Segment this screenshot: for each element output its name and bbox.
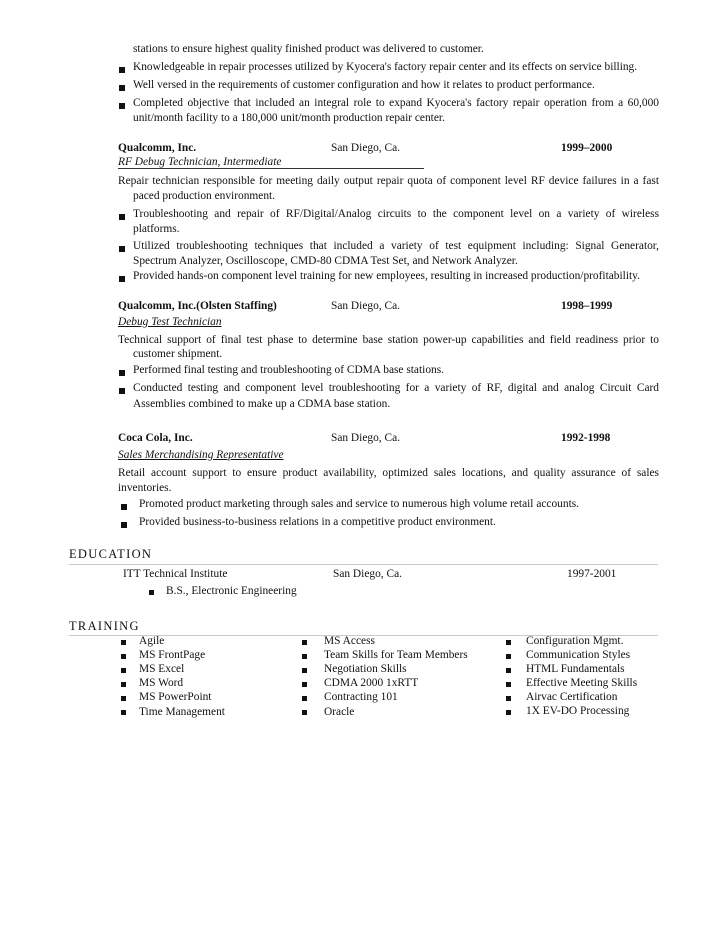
bullet-icon [506, 696, 511, 701]
training-item: Effective Meeting Skills [526, 677, 638, 689]
role-underline [118, 168, 424, 169]
job-summary: Retail account support to ensure product availability, optimized sales locations, and quality assurance of sales [118, 467, 659, 479]
job-company: Qualcomm, Inc. [118, 142, 197, 154]
bullet-icon [506, 668, 511, 673]
job-bullet-continuation: Assemblies combined to make up a CDMA base station. [133, 398, 391, 410]
job-bullet: Troubleshooting and repair of RF/Digital/Analog circuits to the component level on a variety of wireless [133, 208, 659, 220]
bullet-icon [119, 370, 125, 376]
bullet-icon [121, 654, 126, 659]
bullet-icon [506, 710, 511, 715]
job-role: Sales Merchandising Representative [118, 449, 284, 461]
job-bullet: Promoted product marketing through sales and service to numerous high volume retail accounts. [139, 498, 580, 510]
bullet-icon [121, 710, 126, 715]
job-company: Coca Cola, Inc. [118, 432, 193, 444]
job-company: Qualcomm, Inc.(Olsten Staffing) [118, 300, 277, 312]
job-dates: 1992-1998 [561, 432, 611, 444]
training-item: CDMA 2000 1xRTT [324, 677, 419, 689]
training-item: Configuration Mgmt. [526, 635, 624, 647]
job-bullet: Utilized troubleshooting techniques that included a variety of test equipment including: Signal Generator, [133, 240, 659, 252]
bullet-icon [119, 246, 125, 252]
bullet-icon [149, 590, 154, 595]
bullet-icon [302, 696, 307, 701]
kyocera-bullet-continuation: stations to ensure highest quality finished product was delivered to customer. [133, 43, 484, 55]
training-item: Negotiation Skills [324, 663, 407, 675]
bullet-icon [121, 668, 126, 673]
bullet-icon [119, 214, 125, 220]
education-dates: 1997-2001 [567, 568, 617, 580]
training-item: Contracting 101 [324, 691, 398, 703]
bullet-icon [302, 654, 307, 659]
kyocera-bullet: Well versed in the requirements of customer configuration and how it relates to product performance. [133, 79, 595, 91]
kyocera-bullet: Knowledgeable in repair processes utilized by Kyocera's factory repair center and its effects on service billing. [133, 61, 638, 73]
job-location: San Diego, Ca. [331, 300, 400, 312]
job-summary: Technical support of final test phase to determine base station power-up capabilities and field readiness prior to [118, 334, 659, 346]
bullet-icon [119, 276, 125, 282]
job-bullet-continuation: platforms. [133, 223, 180, 235]
job-dates: 1999–2000 [561, 142, 613, 154]
bullet-icon [302, 682, 307, 687]
job-summary-continuation: inventories. [118, 482, 172, 494]
job-dates: 1998–1999 [561, 300, 613, 312]
training-item: Oracle [324, 706, 355, 718]
bullet-icon [119, 85, 125, 91]
training-item: MS Excel [139, 663, 185, 675]
bullet-icon [121, 522, 127, 528]
training-item: Team Skills for Team Members [324, 649, 468, 661]
job-location: San Diego, Ca. [331, 142, 400, 154]
job-bullet: Provided hands-on component level training for new employees, resulting in increased production/profitability. [133, 270, 640, 282]
bullet-icon [119, 103, 125, 109]
kyocera-bullet: Completed objective that included an integral role to expand Kyocera's factory repair operation from a 60,000 [133, 97, 659, 109]
bullet-icon [119, 67, 125, 73]
training-heading: TRAINING [69, 619, 140, 633]
training-item: Agile [139, 635, 165, 647]
training-item: Time Management [139, 706, 225, 718]
job-role: Debug Test Technician [118, 316, 222, 328]
kyocera-bullet-continuation: unit/month facility to a 180,000 unit/month production repair center. [133, 112, 445, 124]
bullet-icon [506, 640, 511, 645]
training-item: 1X EV-DO Processing [526, 705, 630, 717]
job-bullet: Conducted testing and component level troubleshooting for a variety of RF, digital and analog Circuit Card [133, 382, 659, 394]
education-degree: B.S., Electronic Engineering [166, 585, 297, 597]
training-item: Communication Styles [526, 649, 631, 661]
bullet-icon [302, 668, 307, 673]
training-item: MS Word [139, 677, 184, 689]
job-summary-continuation: customer shipment. [133, 348, 223, 360]
bullet-icon [121, 504, 127, 510]
section-divider [69, 564, 658, 565]
job-bullet-continuation: Spectrum Analyzer, Oscilloscope, CMD-80 CDMA Test Set, and Network Analyzer. [133, 255, 518, 267]
job-summary-continuation: paced production environment. [133, 190, 276, 202]
job-role: RF Debug Technician, Intermediate [118, 156, 282, 168]
bullet-icon [506, 654, 511, 659]
bullet-icon [121, 640, 126, 645]
job-summary: Repair technician responsible for meeting daily output repair quota of component level RF device failures in a fast [118, 175, 659, 187]
training-item: MS Access [324, 635, 375, 647]
job-bullet: Performed final testing and troubleshooting of CDMA base stations. [133, 364, 444, 376]
education-heading: EDUCATION [69, 547, 153, 561]
education-school: ITT Technical Institute [123, 568, 228, 580]
education-location: San Diego, Ca. [333, 568, 402, 580]
training-item: MS PowerPoint [139, 691, 212, 703]
job-bullet: Provided business-to-business relations in a competitive product environment. [139, 516, 496, 528]
training-item: MS FrontPage [139, 649, 206, 661]
bullet-icon [506, 682, 511, 687]
bullet-icon [302, 710, 307, 715]
bullet-icon [121, 696, 126, 701]
bullet-icon [302, 640, 307, 645]
bullet-icon [119, 388, 125, 394]
job-location: San Diego, Ca. [331, 432, 400, 444]
training-item: Airvac Certification [526, 691, 618, 703]
bullet-icon [121, 682, 126, 687]
training-item: HTML Fundamentals [526, 663, 625, 675]
